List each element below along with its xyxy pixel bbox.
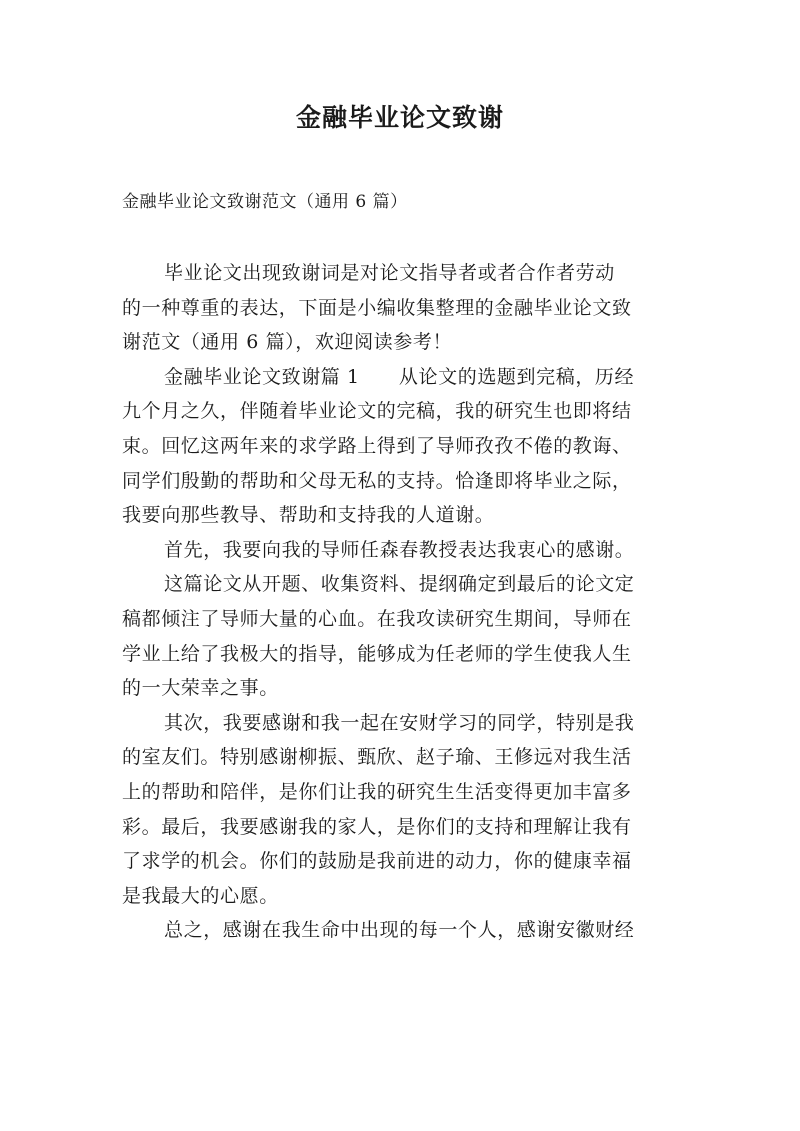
body-line: 了求学的机会。你们的鼓励是我前进的动力，你的健康幸福 — [122, 850, 632, 873]
body-line: 我要向那些教导、帮助和支持我的人道谢。 — [122, 504, 495, 527]
body-line: 九个月之久，伴随着毕业论文的完稿，我的研究生也即将结 — [122, 400, 632, 423]
document-body — [122, 256, 682, 948]
body-line: 的一大荣幸之事。 — [122, 677, 279, 700]
body-line: 谢范文（通用 6 篇），欢迎阅读参考！ — [122, 331, 453, 354]
body-line: 学业上给了我极大的指导，能够成为任老师的学生使我人生 — [122, 642, 632, 665]
body-line: 总之，感谢在我生命中出现的每一个人，感谢安徽财经 — [164, 919, 635, 942]
body-line: 是我最大的心愿。 — [122, 884, 279, 907]
body-line: 彩。最后，我要感谢我的家人，是你们的支持和理解让我有 — [122, 815, 632, 838]
body-line: 其次，我要感谢和我一起在安财学习的同学，特别是我 — [164, 711, 635, 734]
body-line: 束。回忆这两年来的求学路上得到了导师孜孜不倦的教诲、 — [122, 434, 632, 457]
body-line: 这篇论文从开题、收集资料、提纲确定到最后的论文定 — [164, 573, 635, 596]
body-line: 的一种尊重的表达，下面是小编收集整理的金融毕业论文致 — [122, 296, 632, 319]
body-line: 上的帮助和陪伴，是你们让我的研究生生活变得更加丰富多 — [122, 780, 632, 803]
body-line: 的室友们。特别感谢柳振、甄欣、赵子瑜、王修远对我生活 — [122, 746, 632, 769]
body-line: 毕业论文出现致谢词是对论文指导者或者合作者劳动 — [164, 262, 615, 284]
body-line: 首先，我要向我的导师任森春教授表达我衷心的感谢。 — [164, 538, 635, 561]
document-title: 金融毕业论文致谢 — [295, 103, 504, 132]
document-subtitle: 金融毕业论文致谢范文（通用 6 篇） — [122, 192, 408, 212]
body-line: 稿都倾注了导师大量的心血。在我攻读研究生期间，导师在 — [122, 607, 632, 630]
body-line: 同学们殷勤的帮助和父母无私的支持。恰逢即将毕业之际， — [122, 469, 632, 492]
body-line: 金融毕业论文致谢篇 1 从论文的选题到完稿，历经 — [164, 365, 635, 388]
